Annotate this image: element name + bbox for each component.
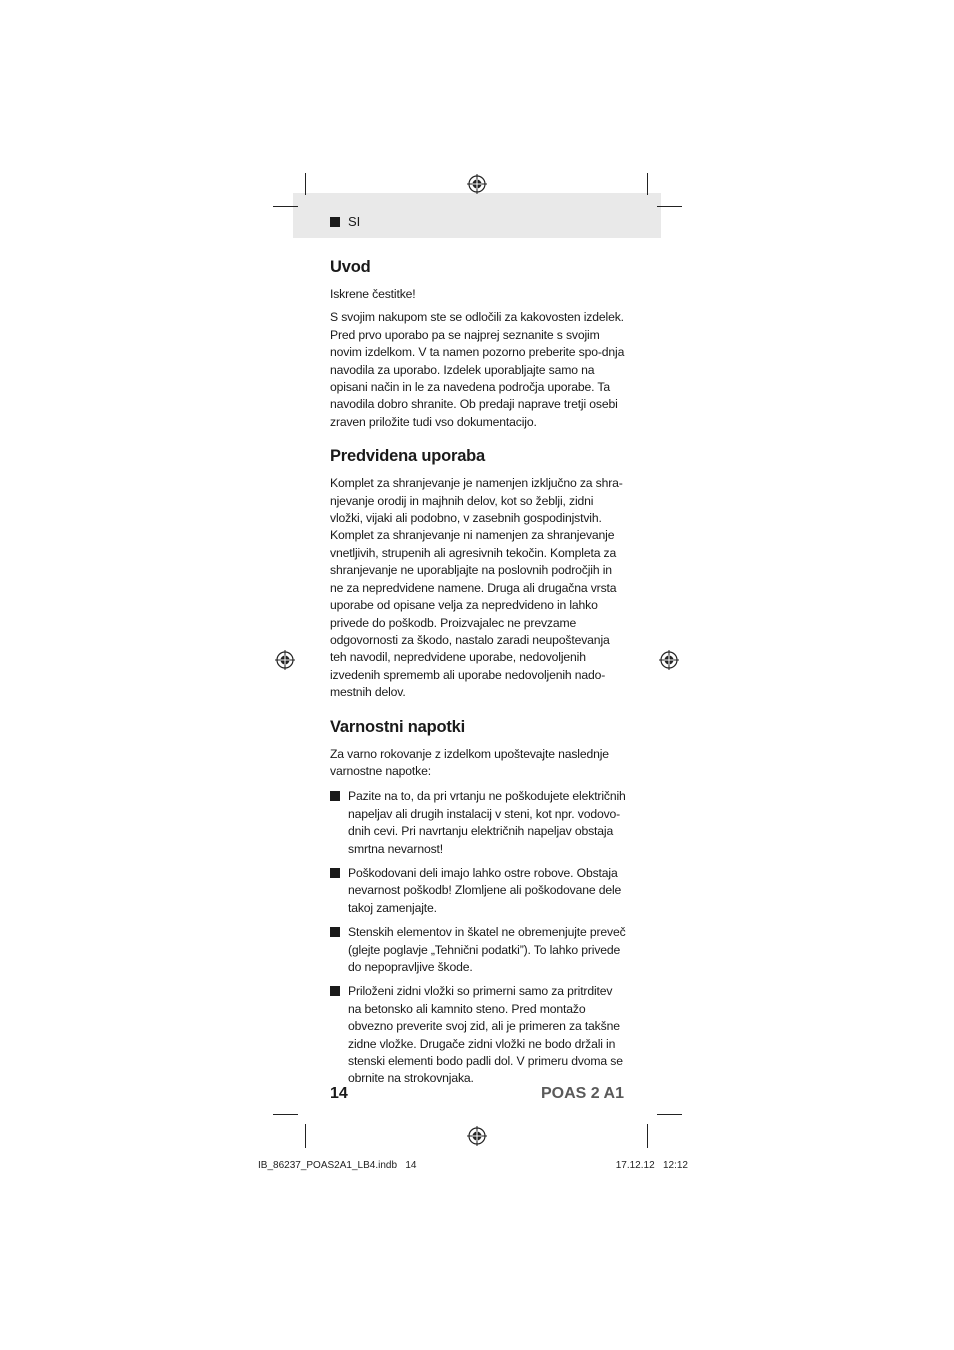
registration-mark-icon xyxy=(275,650,295,670)
print-slug-date: 17.12.12 12:12 xyxy=(615,1160,688,1171)
list-item xyxy=(330,983,626,1087)
section-uvod xyxy=(330,256,626,431)
square-bullet-icon xyxy=(330,791,340,801)
list-item xyxy=(330,865,626,917)
section-title: Uvod xyxy=(330,258,371,276)
registration-mark-icon xyxy=(659,650,679,670)
crop-mark xyxy=(305,1124,306,1148)
list-item-text: Pazite na to, da pri vrtanju ne poškodujete električnih napeljav ali drugih instalacij v steni, kot npr. vodovo-dnih cevi. Pri navrtanju električnih napeljav obstaja smrtna nevarnost! xyxy=(348,789,626,856)
list-item xyxy=(330,788,626,858)
paragraph: Za varno rokovanje z izdelkom upoštevajte naslednje varnostne napotke: xyxy=(330,746,609,778)
section-predvidena-uporaba xyxy=(330,445,626,701)
square-bullet-icon xyxy=(330,217,340,227)
registration-mark-icon xyxy=(467,1126,487,1146)
square-bullet-icon xyxy=(330,927,340,937)
list-item-text: Poškodovani deli imajo lahko ostre robove. Obstaja nevarnost poškodb! Zlomljene ali poškodovane dele takoj zamenjajte. xyxy=(348,865,622,915)
list-item xyxy=(330,924,626,976)
crop-mark xyxy=(647,1124,648,1148)
crop-mark xyxy=(657,1114,682,1115)
page-content xyxy=(330,256,626,1102)
safety-list xyxy=(330,788,626,1088)
crop-mark xyxy=(305,173,306,195)
crop-mark xyxy=(647,173,648,195)
crop-mark xyxy=(273,206,298,207)
page-number: 14 xyxy=(330,1085,348,1102)
list-item-text: Priloženi zidni vložki so primerni samo za pritrditev na betonsko ali kamnito steno. Pred montažo obvezno preverite svoj zid, ali je primeren za takšne zidne vložke. Drugače zidni vložki ne bodo držali in stenski elementi bodo padli dol. V primeru dvoma se obrnite na strokovnjaka. xyxy=(348,984,623,1086)
paragraph: Komplet za shranjevanje je namenjen izključno za shra-njevanje orodij in majhnih delov, kot so žeblji, zidni vložki, vijaki ali podobno, v zasebnih gospodinjstvih. Komplet za shranjevanje ni namenjen za shranjevanje vnetljivih, strupenih ali agresivnih tekočin. Kompleta za shranjevanje ne uporabljajte na poslovnih področjih in ne za nepredvidene namene. Druga ali drugačna vrsta uporabe od opisane velja za nepredvideno in lahko privede do poškodb. Proizvajalec ne prevzame odgovornosti za škodo, nastalo zaradi neupoštevanja teh navodil, nepredvidene uporabe, nedovoljenih izvedenih sprememb ali uporabe nedovoljenih nado-mestnih delov. xyxy=(330,476,623,700)
paragraph: Iskrene čestitke! xyxy=(330,287,416,301)
section-title: Predvidena uporaba xyxy=(330,447,486,466)
language-code: SI xyxy=(348,214,361,229)
paragraph: S svojim nakupom ste se odločili za kakovosten izdelek. Pred prvo uporabo pa se najprej seznanite s svojim novim izdelkom. V ta namen pozorno preberite spo-dnja navodila za uporabo. Izdelek uporabljajte samo na opisani način in le za navedena področja uporabe. Ta navodila dobro shranite. Ob predaji naprave tretji osebi zraven priložite tudi vso dokumentacijo. xyxy=(330,310,625,429)
language-label xyxy=(330,214,360,229)
model-name: POAS 2 A1 xyxy=(541,1085,624,1102)
crop-mark xyxy=(657,206,682,207)
crop-mark xyxy=(273,1114,298,1115)
section-title: Varnostni napotki xyxy=(330,717,466,736)
print-slug-file: IB_86237_POAS2A1_LB4.indb 14 xyxy=(258,1160,417,1171)
registration-mark-icon xyxy=(467,174,487,194)
list-item-text: Stenskih elementov in škatel ne obremenjujte preveč (glejte poglavje „Tehnični podatki”). To lahko privede do nepopravljive škode. xyxy=(348,925,626,974)
square-bullet-icon xyxy=(330,868,340,878)
square-bullet-icon xyxy=(330,986,340,996)
section-varnostni-napotki xyxy=(330,716,626,1088)
